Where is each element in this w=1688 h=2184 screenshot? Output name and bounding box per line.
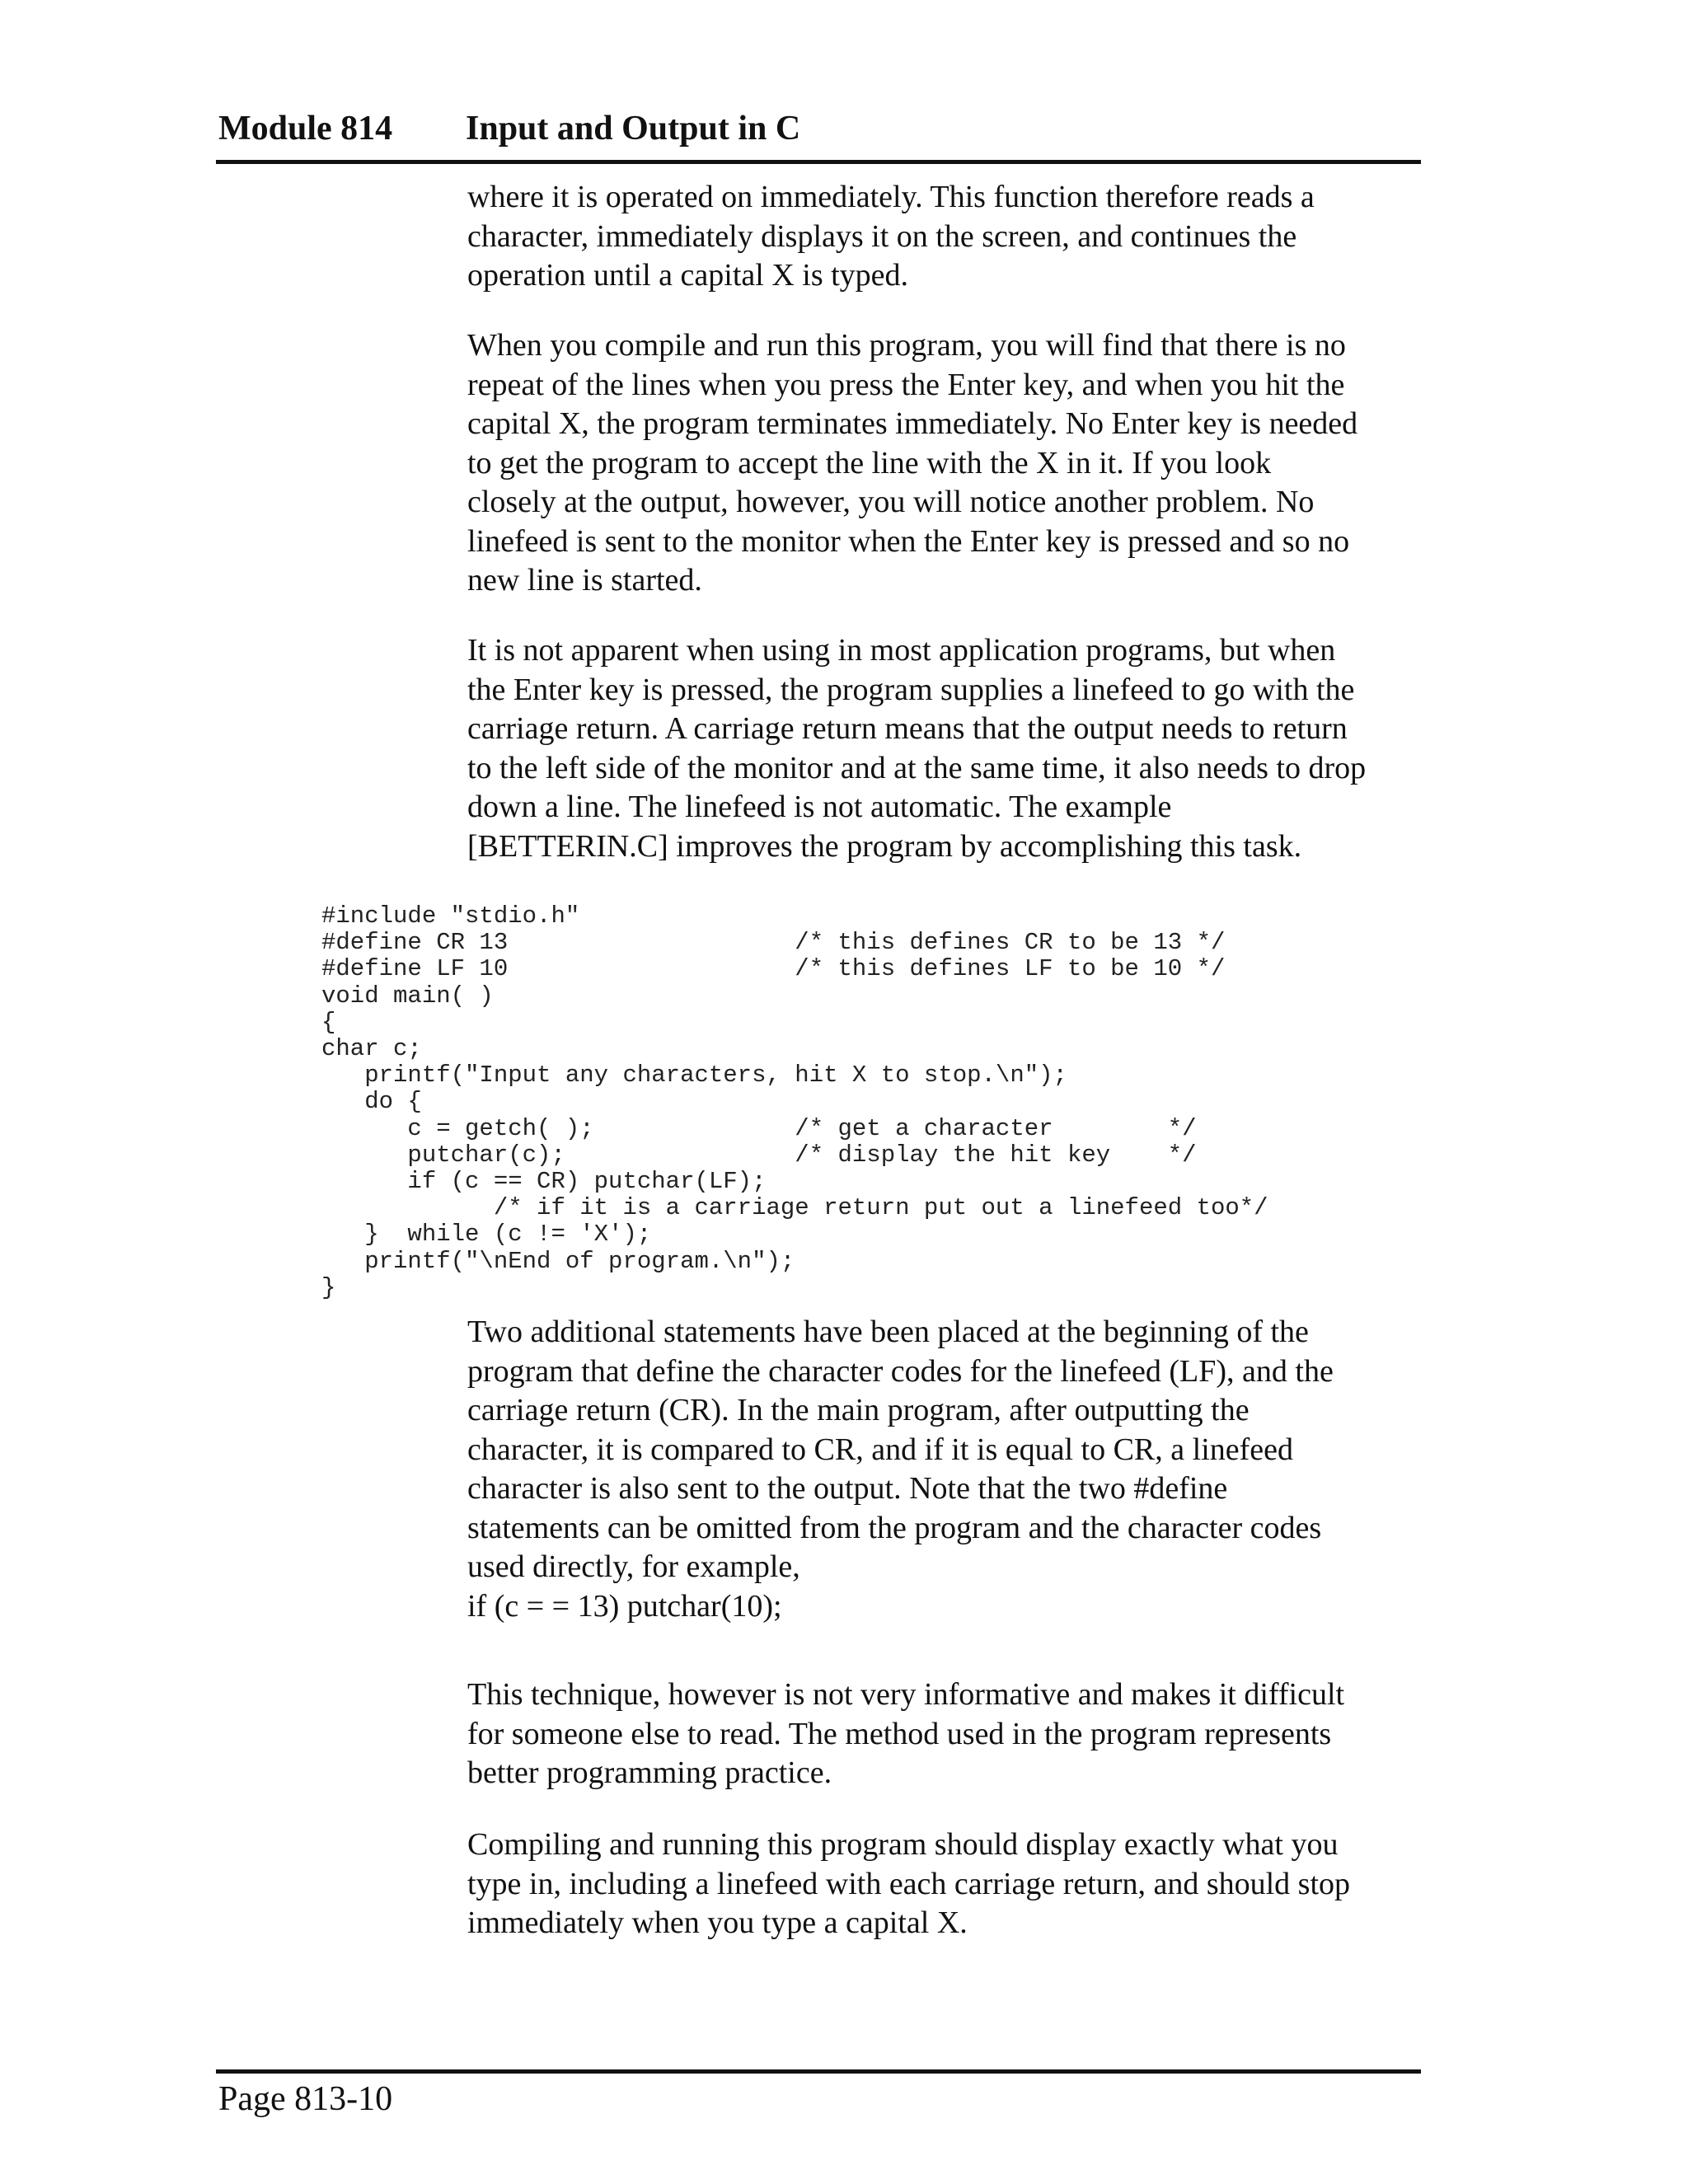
paragraph-linefeed-explanation: It is not apparent when using in most application programs, but when the Enter key is pressed, the program supplies a linefeed to go with the carriage return. A carriage return means that the output needs to return to the left side of the monitor and at the same time, it also needs to drop down a line. The linefeed is not automatic. The example [BETTERIN.C] improves the program by accomplishing this task. <box>467 633 1367 864</box>
code-listing: #include "stdio.h" #define CR 13 /* this defines CR to be 13 */ #define LF 10 /* this defines LF to be 10 */ void main( ) { char c; printf("Input any characters, hit X to stop.\n"); do { c = getch( ); /* get a character */ putchar(c); /* display the hit key */ if (c == CR) putchar(LF); /* if it is a carriage return put out a linefeed too*/ } while (c != 'X'); printf("\nEnd of program.\n"); } <box>321 902 1268 1301</box>
paragraph-technique: This technique, however is not very informative and makes it difficult for someone else to read. The method used in the program represents better programming practice. <box>467 1677 1345 1790</box>
paragraph-define-statements: Two additional statements have been placed at the beginning of the program that define the character codes for the linefeed (LF), and the carriage return (CR). In the main program, after outputting the character, it is compared to CR, and if it is equal to CR, a linefeed character is also sent to the output. Note that the two #define statements can be omitted from the program and the character codes used directly, for example, if (c = = 13) putchar(10); <box>467 1315 1334 1624</box>
paragraph-summary: Compiling and running this program should display exactly what you type in, including a linefeed with each carriage return, and should stop immediately when you type a capital X. <box>467 1827 1351 1940</box>
header-rule <box>216 160 1421 164</box>
paragraph-compile-run: When you compile and run this program, you will find that there is no repeat of the lines when you press the Enter key, and when you hit the capital X, the program terminates immediately. No Enter key is needed to get the program to accept the line with the X in it. If you look closely at the output, however, you will notice another problem. No linefeed is sent to the monitor when the Enter key is pressed and so no new line is started. <box>467 328 1358 598</box>
module-number: Module 814 <box>218 110 393 148</box>
paragraph-continuation: where it is operated on immediately. This function therefore reads a character, immediately displays it on the screen, and continues the operation until a capital X is typed. <box>467 180 1315 293</box>
module-title: Input and Output in C <box>466 110 801 148</box>
footer-rule <box>216 2069 1421 2074</box>
page-number: Page 813-10 <box>218 2080 393 2118</box>
